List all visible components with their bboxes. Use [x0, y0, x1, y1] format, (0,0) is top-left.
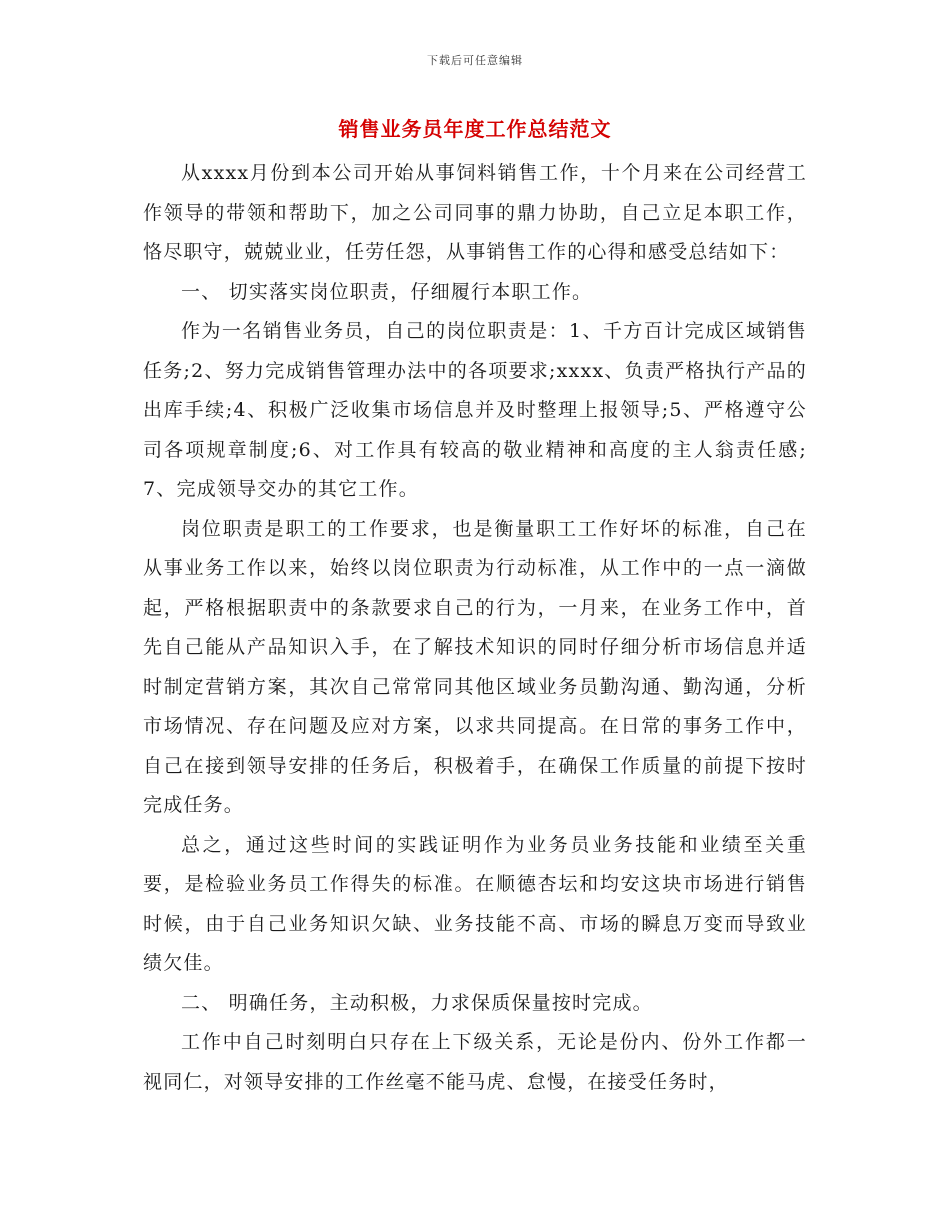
paragraph-tasks: 工作中自己时刻明白只存在上下级关系，无论是份内、份外工作都一视同仁，对领导安排的工作丝毫不能马虎、怠慢，在接受任务时， [143, 1031, 807, 1093]
paragraph-summary: 总之，通过这些时间的实践证明作为业务员业务技能和业绩至关重要，是检验业务员工作得失的标准。在顺德杏坛和均安这块市场进行销售时候，由于自己业务知识欠缺、业务技能不高、市场的瞬息万变而导致业绩欠佳。 [143, 833, 807, 974]
section-heading-2: 二、 明确任务，主动积极，力求保质保量按时完成。 [181, 991, 653, 1014]
document-title: 销售业务员年度工作总结范文 [338, 117, 612, 141]
header-note: 下载后可任意编辑 [427, 54, 523, 67]
section-heading-1: 一、 切实落实岗位职责，仔细履行本职工作。 [181, 280, 593, 303]
paragraph-standards: 岗位职责是职工的工作要求，也是衡量职工工作好坏的标准，自己在从事业务工作以来，始终以岗位职责为行动标准，从工作中的一点一滴做起，严格根据职责中的条款要求自己的行为，一月来，在业务工作中，首先自己能从产品知识入手，在了解技术知识的同时仔细分析市场信息并适时制定营销方案，其次自己常常同其他区域业务员勤沟通、勤沟通，分析市场情况、存在问题及应对方案，以求共同提高。在日常的事务工作中，自己在接到领导安排的任务后，积极着手，在确保工作质量的前提下按时完成任务。 [143, 517, 807, 816]
paragraph-duties: 作为一名销售业务员，自己的岗位职责是：1、千方百计完成区域销售任务;2、努力完成销售管理办法中的各项要求;xxxx、负责严格执行产品的出库手续;4、积极广泛收集市场信息并及时整理上报领导;5、严格遵守公司各项规章制度;6、对工作具有较高的敬业精神和高度的主人翁责任感;7、完成领导交办的其它工作。 [143, 320, 808, 500]
document-body [143, 154, 807, 1102]
paragraph-intro: 从xxxx月份到本公司开始从事饲料销售工作，十个月来在公司经营工作领导的带领和帮助下，加之公司同事的鼎力协助，自己立足本职工作，恪尽职守，兢兢业业，任劳任怨，从事销售工作的心得和感受总结如下： [143, 162, 807, 263]
